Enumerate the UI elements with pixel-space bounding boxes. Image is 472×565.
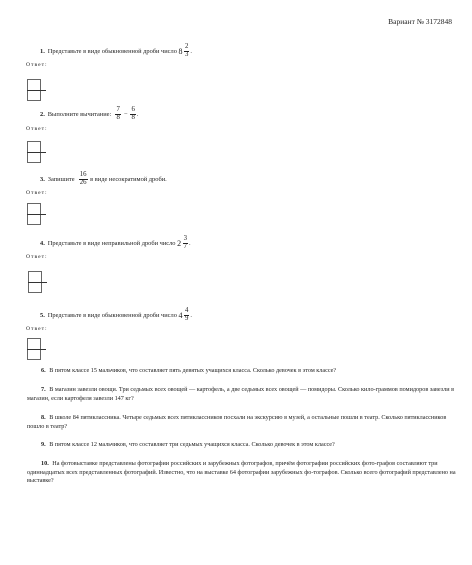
- fraction: [115, 107, 120, 122]
- question-9: [27, 441, 457, 450]
- question-number: 1.: [40, 47, 45, 55]
- question-text: В школе 84 пятиклассника. Четыре седьмых всех пятиклассников посхали на экскурсию в музей, а остальные пошли в театр. Сколько пятиклассников пошло в театр?: [27, 414, 447, 430]
- denominator: 8: [131, 113, 135, 121]
- question-4: [40, 236, 191, 251]
- numerator: 7: [116, 106, 120, 113]
- question-number: 2.: [40, 110, 45, 118]
- answer-label: Ответ:: [26, 126, 48, 132]
- mixed-number: [179, 308, 191, 323]
- question-number: 10.: [41, 460, 49, 467]
- numerator: 4: [185, 307, 189, 314]
- question-5: [40, 308, 192, 323]
- question-text: Представьте в виде неправильной дроби число: [47, 239, 176, 247]
- question-text: в виде несократимой дроби.: [90, 175, 167, 183]
- mixed-number: [177, 236, 189, 251]
- denominator: 26: [79, 178, 87, 186]
- variant-header: Вариант № 3172848: [388, 17, 452, 26]
- whole-part: 4: [178, 310, 183, 320]
- punctuation: .: [188, 239, 191, 247]
- numerator: 2: [185, 43, 189, 50]
- question-3: [40, 172, 167, 187]
- fraction: [184, 44, 189, 59]
- question-text: Выполните вычитание:: [47, 110, 112, 118]
- question-text: В магазин завезли овощи. Три седьмых всех овощей — картофель, а две седьмых всех овощей — помидоры. Сколько кило-граммов помидоров завезли в магазин, если картофеля завезли 147 кг?: [27, 386, 454, 402]
- question-text: Представьте в виде обыкновенной дроби число: [47, 311, 177, 319]
- question-text: На фотовыставке представлены фотографии российских и зарубежных фотографов, причём фотографии российских фото-графов составляют три одиннадцатых всех представленных фотографий. Известно, что на выставке 64 фотографии зарубежных фо-тографов. Сколько всего фотографий представлено на выставке?: [27, 460, 456, 485]
- punctuation: .: [136, 110, 139, 118]
- answer-label: Ответ:: [26, 62, 48, 68]
- answer-label: Ответ:: [26, 326, 48, 332]
- question-number: 8.: [41, 414, 46, 421]
- denominator: 7: [183, 242, 187, 250]
- question-10: [27, 460, 457, 486]
- question-text: Запишите: [47, 175, 75, 183]
- answer-fraction-box[interactable]: [27, 79, 41, 101]
- answer-label: Ответ:: [26, 190, 48, 196]
- punctuation: .: [190, 311, 193, 319]
- question-7: [27, 386, 457, 403]
- denominator: 8: [116, 113, 120, 121]
- answer-fraction-box[interactable]: [27, 141, 41, 163]
- numerator: 6: [131, 106, 135, 113]
- fraction: [184, 308, 189, 323]
- denominator: 9: [185, 314, 189, 322]
- denominator: 3: [185, 50, 189, 58]
- question-8: [27, 414, 457, 431]
- question-number: 6.: [41, 367, 46, 374]
- question-6: [27, 367, 457, 376]
- question-1: [40, 44, 192, 59]
- whole-part: 2: [177, 238, 182, 248]
- fraction: [130, 107, 135, 122]
- numerator: 3: [183, 235, 187, 242]
- question-number: 4.: [40, 239, 45, 247]
- answer-label: Ответ:: [26, 254, 48, 260]
- punctuation: .: [190, 47, 193, 55]
- question-number: 7.: [41, 386, 46, 393]
- answer-fraction-box[interactable]: [28, 271, 42, 293]
- whole-part: 8: [178, 46, 183, 56]
- question-number: 3.: [40, 175, 45, 183]
- question-number: 5.: [40, 311, 45, 319]
- question-number: 9.: [41, 441, 46, 448]
- mixed-number: [179, 44, 191, 59]
- question-text: В пятом классе 12 мальчиков, что составляет три седьмых учащихся класса. Сколько девочек в этом классе?: [49, 441, 335, 448]
- fraction: [79, 172, 88, 187]
- numerator: 16: [79, 171, 87, 178]
- question-2: [40, 107, 138, 122]
- fraction: [183, 236, 188, 251]
- answer-fraction-box[interactable]: [27, 338, 41, 360]
- minus-sign: −: [123, 110, 128, 118]
- question-text: В пятом классе 15 мальчиков, что составляет пять девятых учащихся класса. Сколько девочек в этом классе?: [49, 367, 337, 374]
- question-text: Представьте в виде обыкновенной дроби число: [47, 47, 177, 55]
- answer-fraction-box[interactable]: [27, 203, 41, 225]
